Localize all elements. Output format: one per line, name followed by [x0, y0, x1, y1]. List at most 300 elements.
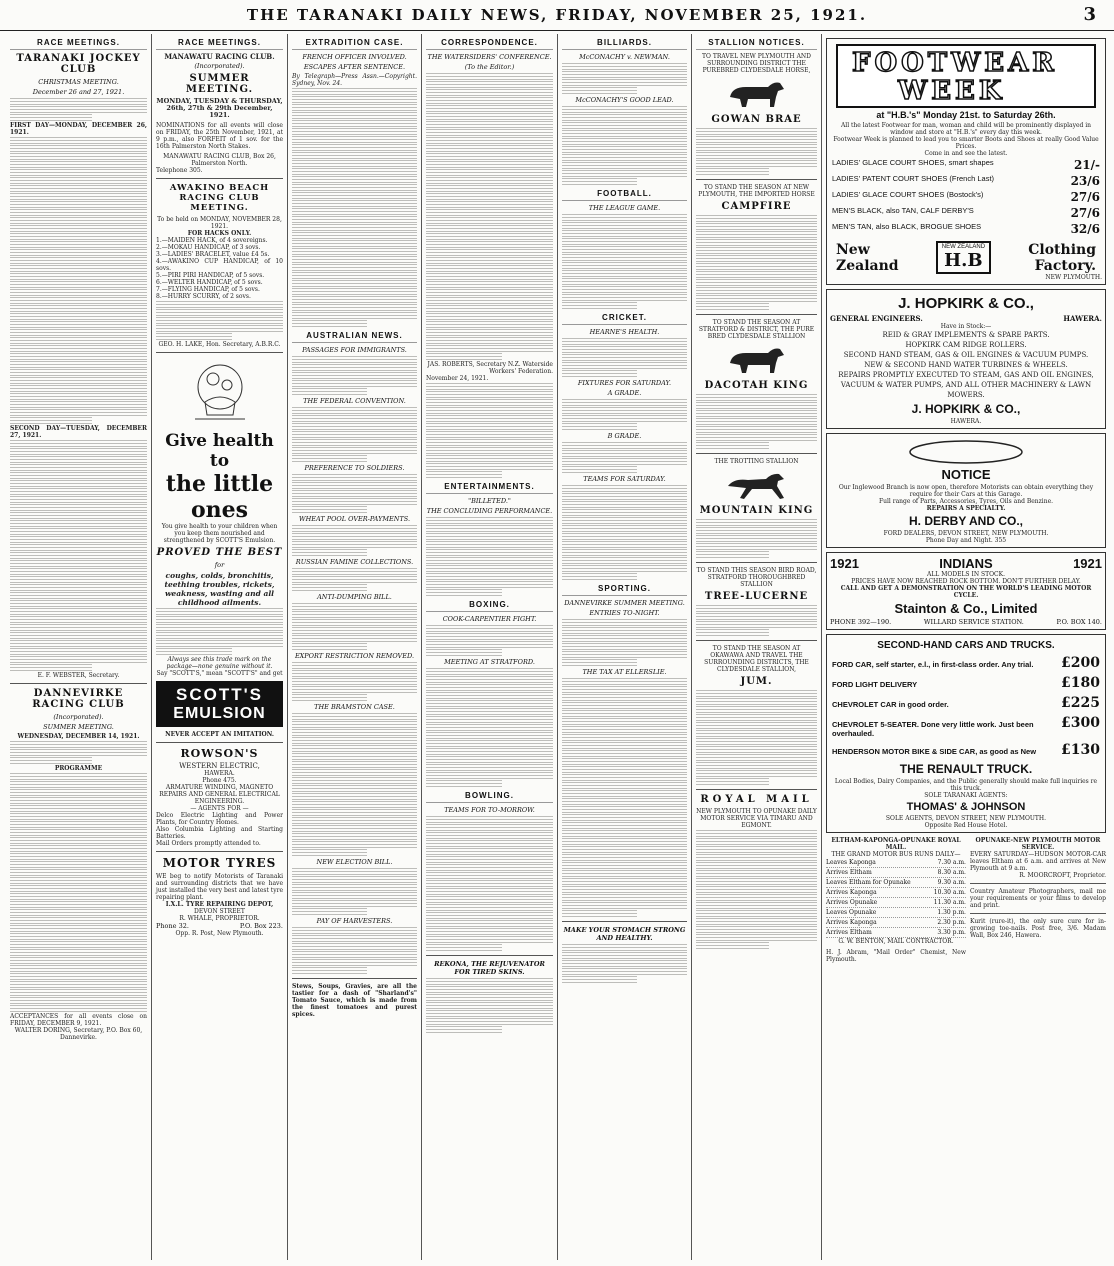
text-line	[426, 824, 553, 831]
eltham-signature: G. W. BENTON, MAIL CONTRACTOR.	[838, 938, 954, 945]
text-line	[426, 557, 553, 564]
tyre-phone: Phone 32.	[156, 922, 189, 930]
meeting-name: CHRISTMAS MEETING.	[38, 78, 119, 86]
hopkirk-town: HAWERA.	[1063, 314, 1102, 323]
text-line	[562, 806, 687, 813]
text-line	[562, 678, 687, 685]
text-line	[292, 280, 417, 287]
price-row	[830, 221, 1102, 237]
text-line	[292, 498, 417, 505]
text-line	[426, 896, 553, 903]
text-line	[562, 894, 687, 901]
article-subheading: NEW ELECTION BILL.	[316, 858, 393, 866]
text-line	[562, 742, 687, 749]
renault-heading: THE RENAULT TRUCK.	[899, 762, 1033, 776]
price-item: MEN'S BLACK, also TAN, CALF DERBY'S	[832, 206, 974, 215]
text-line	[10, 313, 147, 320]
text-line	[156, 333, 232, 340]
text-line	[426, 201, 553, 208]
text-line	[292, 120, 417, 127]
text-line	[10, 385, 147, 392]
agents-for: — AGENTS FOR —	[190, 805, 249, 812]
text-line	[292, 216, 417, 223]
hopkirk-ad	[826, 289, 1106, 429]
car-item: CHEVROLET CAR in good order.	[832, 700, 949, 709]
timetable-row	[826, 918, 966, 928]
text-line	[696, 418, 817, 425]
text-line	[292, 785, 417, 792]
race-item: 3.—LADIES' BRACELET, value £4 5s.	[156, 251, 270, 258]
text-line	[292, 380, 417, 387]
letter-date: November 24, 1921.	[426, 375, 489, 382]
text-line	[10, 941, 147, 948]
text-line	[10, 137, 147, 144]
acceptances-note: ACCEPTANCES for all events close on FRIDAY, DECEMBER 9, 1921.	[10, 1013, 147, 1027]
text-line	[696, 714, 817, 721]
text-line	[10, 813, 147, 820]
text-line	[10, 249, 147, 256]
divider	[292, 978, 417, 979]
car-row	[830, 673, 1102, 693]
race-item: 5.—PIRI PIRI HANDICAP, of 5 sovs.	[156, 272, 265, 279]
text-line	[10, 632, 147, 639]
scotts-ad-headline	[156, 431, 283, 523]
text-line	[562, 766, 687, 773]
notice-parts: Full range of Parts, Accessories, Tyres, Oils and Benzine.	[878, 498, 1054, 505]
text-line	[426, 920, 553, 927]
text-line	[10, 448, 147, 455]
text-line	[696, 690, 817, 697]
text-line	[426, 399, 553, 406]
text-line	[562, 557, 687, 564]
price-value: 27/6	[1070, 206, 1100, 220]
awakino-race-list	[156, 237, 283, 300]
divider	[562, 921, 687, 922]
timetable-stop: Arrives Eltham	[826, 869, 872, 876]
text-line	[562, 702, 687, 709]
text-line	[292, 541, 417, 548]
text-line	[696, 247, 817, 254]
text-line	[426, 249, 553, 256]
text-line	[426, 431, 553, 438]
text-line	[562, 122, 687, 129]
divider	[10, 683, 147, 684]
mother-and-child-illustration	[175, 357, 265, 427]
article-heading: CORRESPONDENCE.	[426, 38, 553, 50]
timetable-time: 3.30 p.m.	[937, 929, 966, 936]
text-line	[292, 943, 417, 950]
text-line	[426, 153, 553, 160]
text-line	[10, 917, 147, 924]
text-line	[696, 434, 817, 441]
divider	[696, 314, 817, 315]
stainton-name: Stainton & Co., Limited	[894, 601, 1038, 616]
text-line	[292, 96, 417, 103]
text-line	[562, 302, 637, 309]
price-item: LADIES' PATENT COURT SHOES (French Last)	[832, 174, 995, 183]
text-line	[562, 734, 687, 741]
text-line	[292, 627, 417, 634]
article-subheading: THE TAX AT ELLERSLIE.	[582, 668, 667, 676]
column-race-meetings-2	[152, 34, 288, 1260]
text-line	[562, 138, 687, 145]
indians-title: INDIANS	[939, 556, 993, 571]
text-line	[426, 121, 553, 128]
text-line	[562, 878, 687, 885]
notice-repairs: REPAIRS A SPECIALTY.	[926, 505, 1006, 512]
divider	[696, 640, 817, 641]
divider	[970, 913, 1106, 914]
stallion-name: JUM.	[740, 676, 773, 687]
text-line	[562, 294, 687, 301]
text-line	[562, 541, 687, 548]
text-line	[292, 160, 417, 167]
text-line	[426, 313, 553, 320]
text-line	[292, 635, 417, 642]
article-subheading: ESCAPES AFTER SENTENCE.	[303, 63, 406, 71]
derby-name: H. DERBY AND CO.,	[908, 514, 1023, 528]
text-line	[562, 798, 687, 805]
opunake-text: EVERY SATURDAY—HUDSON MOTOR-CAR leaves Eltham at 6 a.m. and arrives at New Plymouth at 9 a.m.	[969, 851, 1106, 872]
banner-word-1: FOOTWEAR	[852, 48, 1058, 78]
text-line	[696, 223, 817, 230]
sole-agents: SOLE TARANAKI AGENTS:	[924, 792, 1008, 799]
timetable-stop: Leaves Eltham for Opunake	[826, 879, 911, 886]
eltham-heading: ELTHAM-KAPONGA-OPUNAKE ROYAL MAIL.	[831, 837, 961, 851]
text-line	[10, 757, 92, 764]
text-line	[10, 568, 147, 575]
text-line	[10, 781, 147, 788]
scotts-intro: You give health to your children when you keep them nourished and strengthened by SCOTT'S Emulsion.	[161, 523, 278, 544]
article-subheading: THE LEAGUE GAME.	[588, 204, 661, 212]
thomas-addr: SOLE AGENTS, DEVON STREET, NEW PLYMOUTH.	[885, 815, 1047, 822]
text-line	[10, 893, 147, 900]
text-line	[426, 764, 553, 771]
masthead	[0, 0, 1114, 31]
nz-word: New	[836, 241, 870, 258]
text-line	[292, 288, 417, 295]
newspaper-title: THE TARANAKI DAILY NEWS, FRIDAY, NOVEMBER 25, 1921.	[246, 6, 868, 24]
text-line	[10, 201, 147, 208]
text-line	[426, 533, 553, 540]
rowson-town: HAWERA.	[204, 770, 235, 777]
text-line	[292, 611, 417, 618]
secretary-signature: E. F. WEBSTER, Secretary.	[37, 672, 120, 679]
text-line	[562, 370, 637, 377]
text-line	[10, 401, 147, 408]
article-subheading: ANTI-DUMPING BILL.	[317, 593, 392, 601]
text-line	[10, 496, 147, 503]
text-line	[696, 854, 817, 861]
text-line	[562, 230, 687, 237]
text-line	[426, 740, 553, 747]
text-line	[292, 686, 417, 693]
price-value: 23/6	[1070, 174, 1100, 188]
text-line	[562, 952, 687, 959]
text-line	[562, 643, 687, 650]
hopkirk-item: REID & GRAY IMPLEMENTS & SPARE PARTS.	[882, 331, 1050, 339]
text-line	[696, 878, 817, 885]
text-line	[10, 797, 147, 804]
article-heading: SPORTING.	[562, 584, 687, 596]
hopkirk-town-footer: HAWERA.	[950, 418, 982, 425]
text-line	[426, 848, 553, 855]
text-line	[10, 265, 147, 272]
text-line	[426, 463, 553, 470]
article-subheading: COOK-CARPENTIER FIGHT.	[442, 615, 537, 623]
text-line	[292, 490, 417, 497]
text-line	[292, 128, 417, 135]
car-row	[830, 740, 1102, 760]
text-line	[696, 722, 817, 729]
text-line	[10, 345, 147, 352]
text-line	[426, 185, 553, 192]
text-line	[426, 541, 553, 548]
text-line	[10, 853, 147, 860]
text-line	[10, 640, 147, 647]
nz-clothing-factory	[830, 237, 1102, 274]
text-line	[562, 573, 637, 580]
text-line	[292, 224, 417, 231]
text-line	[426, 816, 553, 823]
car-row	[830, 653, 1102, 673]
text-line	[292, 439, 417, 446]
car-price: £300	[1061, 715, 1100, 731]
text-line	[562, 286, 687, 293]
text-line	[426, 289, 553, 296]
text-line	[292, 568, 417, 575]
text-line	[10, 480, 147, 487]
text-line	[562, 960, 687, 967]
text-line	[10, 933, 147, 940]
article-subheading: B GRADE.	[607, 432, 642, 440]
text-line	[292, 643, 367, 650]
for-word: for	[214, 561, 225, 569]
race-item: 6.—WELTER HANDICAP, of 5 sovs.	[156, 279, 263, 286]
timetable-stop: Leaves Opunake	[826, 909, 877, 916]
stallion-name: DACOTAH KING	[704, 380, 809, 391]
text-line	[292, 304, 417, 311]
text-line	[292, 793, 417, 800]
text-line	[696, 730, 817, 737]
text-line	[426, 517, 553, 524]
text-line	[426, 137, 553, 144]
text-line	[10, 560, 147, 567]
text-line	[426, 329, 553, 336]
text-line	[562, 415, 687, 422]
text-line	[10, 789, 147, 796]
price-item: LADIES' GLACE COURT SHOES, smart shapes	[832, 158, 994, 167]
text-line	[562, 870, 687, 877]
timetable-row	[826, 888, 966, 898]
text-line	[292, 777, 417, 784]
text-line	[426, 928, 553, 935]
text-line	[696, 886, 817, 893]
derby-phone: Phone Day and Night. 355	[925, 537, 1007, 544]
text-line	[426, 447, 553, 454]
text-line	[292, 584, 367, 591]
timetable-time: 9.30 a.m.	[937, 879, 966, 886]
car-row	[830, 713, 1102, 740]
meeting-name: SUMMER MEETING.	[185, 73, 254, 95]
text-line	[696, 263, 817, 270]
timetable-stop: Arrives Opunake	[826, 899, 878, 906]
text-line	[696, 754, 817, 761]
text-line	[156, 317, 283, 324]
tyre-company: I.X.L. TYRE REPAIRING DEPOT,	[165, 901, 274, 908]
divider	[156, 851, 283, 852]
text-line	[292, 721, 417, 728]
article-subheading: PAY OF HARVESTERS.	[316, 917, 393, 925]
text-line	[292, 817, 417, 824]
logo-line-1: SCOTT'S	[176, 685, 263, 704]
opunake-service-ad	[970, 837, 1106, 963]
text-line	[696, 255, 817, 262]
text-line	[292, 533, 417, 540]
text-line	[696, 239, 817, 246]
text-line	[562, 635, 687, 642]
text-line	[292, 841, 417, 848]
indians-prices: PRICES HAVE NOW REACHED ROCK BOTTOM. DON'T FURTHER DELAY.	[851, 578, 1081, 585]
indians-year-left: 1921	[830, 556, 859, 571]
indians-ad	[826, 552, 1106, 630]
incorporated-note: (Incorporated).	[53, 713, 104, 721]
text-line	[10, 257, 147, 264]
text-line	[292, 264, 417, 271]
text-line	[696, 621, 817, 628]
text-line	[292, 737, 417, 744]
text-line	[426, 345, 553, 352]
text-line	[426, 692, 553, 699]
trade-mark-note: Always see this trade mark on the package—none genuine without it.	[166, 656, 273, 670]
text-line	[10, 821, 147, 828]
text-line	[426, 668, 553, 675]
text-line	[696, 426, 817, 433]
opunake-heading: OPUNAKE-NEW PLYMOUTH MOTOR SERVICE.	[975, 837, 1101, 851]
text-line	[562, 146, 687, 153]
text-line	[292, 908, 367, 915]
text-line	[292, 407, 417, 414]
price-value: 21/-	[1073, 158, 1100, 172]
hopkirk-name: J. HOPKIRK & CO.,	[898, 295, 1034, 312]
text-line	[696, 152, 817, 159]
timetable-row	[826, 908, 966, 918]
footwear-intro-3: Come in and see the latest.	[924, 150, 1008, 157]
divider	[696, 562, 817, 563]
text-line	[426, 700, 553, 707]
text-line	[696, 128, 817, 135]
text-line	[426, 780, 502, 787]
text-line	[292, 662, 417, 669]
text-line	[426, 113, 553, 120]
price-row	[830, 205, 1102, 221]
tyre-street: DEVON STREET	[194, 908, 245, 915]
text-line	[292, 364, 417, 371]
hopkirk-item: REPAIRS PROMPTLY EXECUTED TO STEAM, GAS AND OIL ENGINES, VACUUM & WATER PUMPS, AND ALL OTHER MACHINERY & LAWN MOWERS.	[838, 371, 1094, 399]
text-line	[696, 271, 817, 278]
text-line	[426, 732, 553, 739]
text-line	[292, 296, 417, 303]
car-price: £130	[1061, 742, 1100, 758]
divider	[696, 789, 817, 790]
day-heading: SECOND DAY—TUESDAY, DECEMBER 27, 1921.	[10, 425, 147, 439]
text-line	[426, 1026, 502, 1033]
text-line	[10, 464, 147, 471]
text-line	[10, 456, 147, 463]
divider	[156, 178, 283, 179]
text-line	[10, 989, 147, 996]
text-line	[10, 321, 147, 328]
article-subheading: FIXTURES FOR SATURDAY.	[577, 379, 672, 387]
nz-right	[1028, 242, 1096, 274]
nz-word: Zealand	[836, 257, 899, 274]
meeting-date-2: WEDNESDAY, DECEMBER 14, 1921.	[17, 733, 140, 740]
column-stallions	[692, 34, 822, 1260]
text-line	[10, 829, 147, 836]
text-line	[562, 407, 687, 414]
text-line	[292, 745, 417, 752]
text-line	[562, 686, 687, 693]
timetable-stop: Leaves Kaponga	[826, 859, 876, 866]
text-line	[10, 281, 147, 288]
text-line	[10, 957, 147, 964]
footwear-week-ad	[826, 38, 1106, 285]
text-line	[696, 605, 817, 612]
stallion-notice: TO STAND THE SEASON AT NEW PLYMOUTH, THE IMPORTED HORSE	[698, 184, 815, 198]
text-line	[426, 233, 553, 240]
text-line	[426, 772, 553, 779]
timetable-row	[826, 878, 966, 888]
text-line	[562, 270, 687, 277]
text-line	[292, 935, 417, 942]
text-line	[292, 208, 417, 215]
text-line	[562, 170, 687, 177]
motor-tyres-title: MOTOR TYRES	[162, 856, 277, 870]
western-electric: WESTERN ELECTRIC,	[179, 762, 260, 770]
article-heading: EXTRADITION CASE.	[292, 38, 417, 50]
text-line	[426, 756, 553, 763]
text-line	[426, 225, 553, 232]
text-line	[10, 552, 147, 559]
programme-heading: PROGRAMME	[54, 765, 103, 772]
text-line	[696, 287, 817, 294]
text-line	[10, 361, 147, 368]
headline-line-1: Give health to	[165, 431, 274, 471]
indians-call: CALL AND GET A DEMONSTRATION ON THE WORLD'S LEADING MOTOR CYCLE.	[840, 585, 1092, 599]
text-line	[156, 632, 283, 639]
text-line	[426, 641, 553, 648]
text-line	[292, 88, 417, 95]
text-line	[156, 309, 283, 316]
letter-body	[426, 73, 553, 360]
text-line	[292, 312, 417, 319]
text-line	[292, 967, 367, 974]
text-line	[562, 651, 687, 658]
text-line	[696, 778, 769, 785]
sharland-sauce-note: Stews, Soups, Gravies, are all the tastier for a dash of "Sharland's" Tomato Sauce, which is made from the finest tomatoes and purest spices.	[292, 983, 417, 1018]
text-line	[426, 633, 553, 640]
text-line	[292, 200, 417, 207]
text-line	[292, 482, 417, 489]
stallion-notice: TO STAND THIS SEASON BIRD ROAD, STRATFORD THOROUGHBRED STALLION	[696, 567, 817, 588]
hacks-only: FOR HACKS ONLY.	[187, 230, 252, 237]
race-item: 2.—MOKAU HANDICAP, of 3 sovs.	[156, 244, 261, 251]
price-item: MEN'S TAN, also BLACK, BROGUE SHOES	[832, 222, 982, 231]
text-line	[10, 909, 147, 916]
text-line	[696, 613, 817, 620]
text-line	[292, 678, 417, 685]
cars-heading: SECOND-HAND CARS AND TRUCKS.	[877, 640, 1055, 651]
